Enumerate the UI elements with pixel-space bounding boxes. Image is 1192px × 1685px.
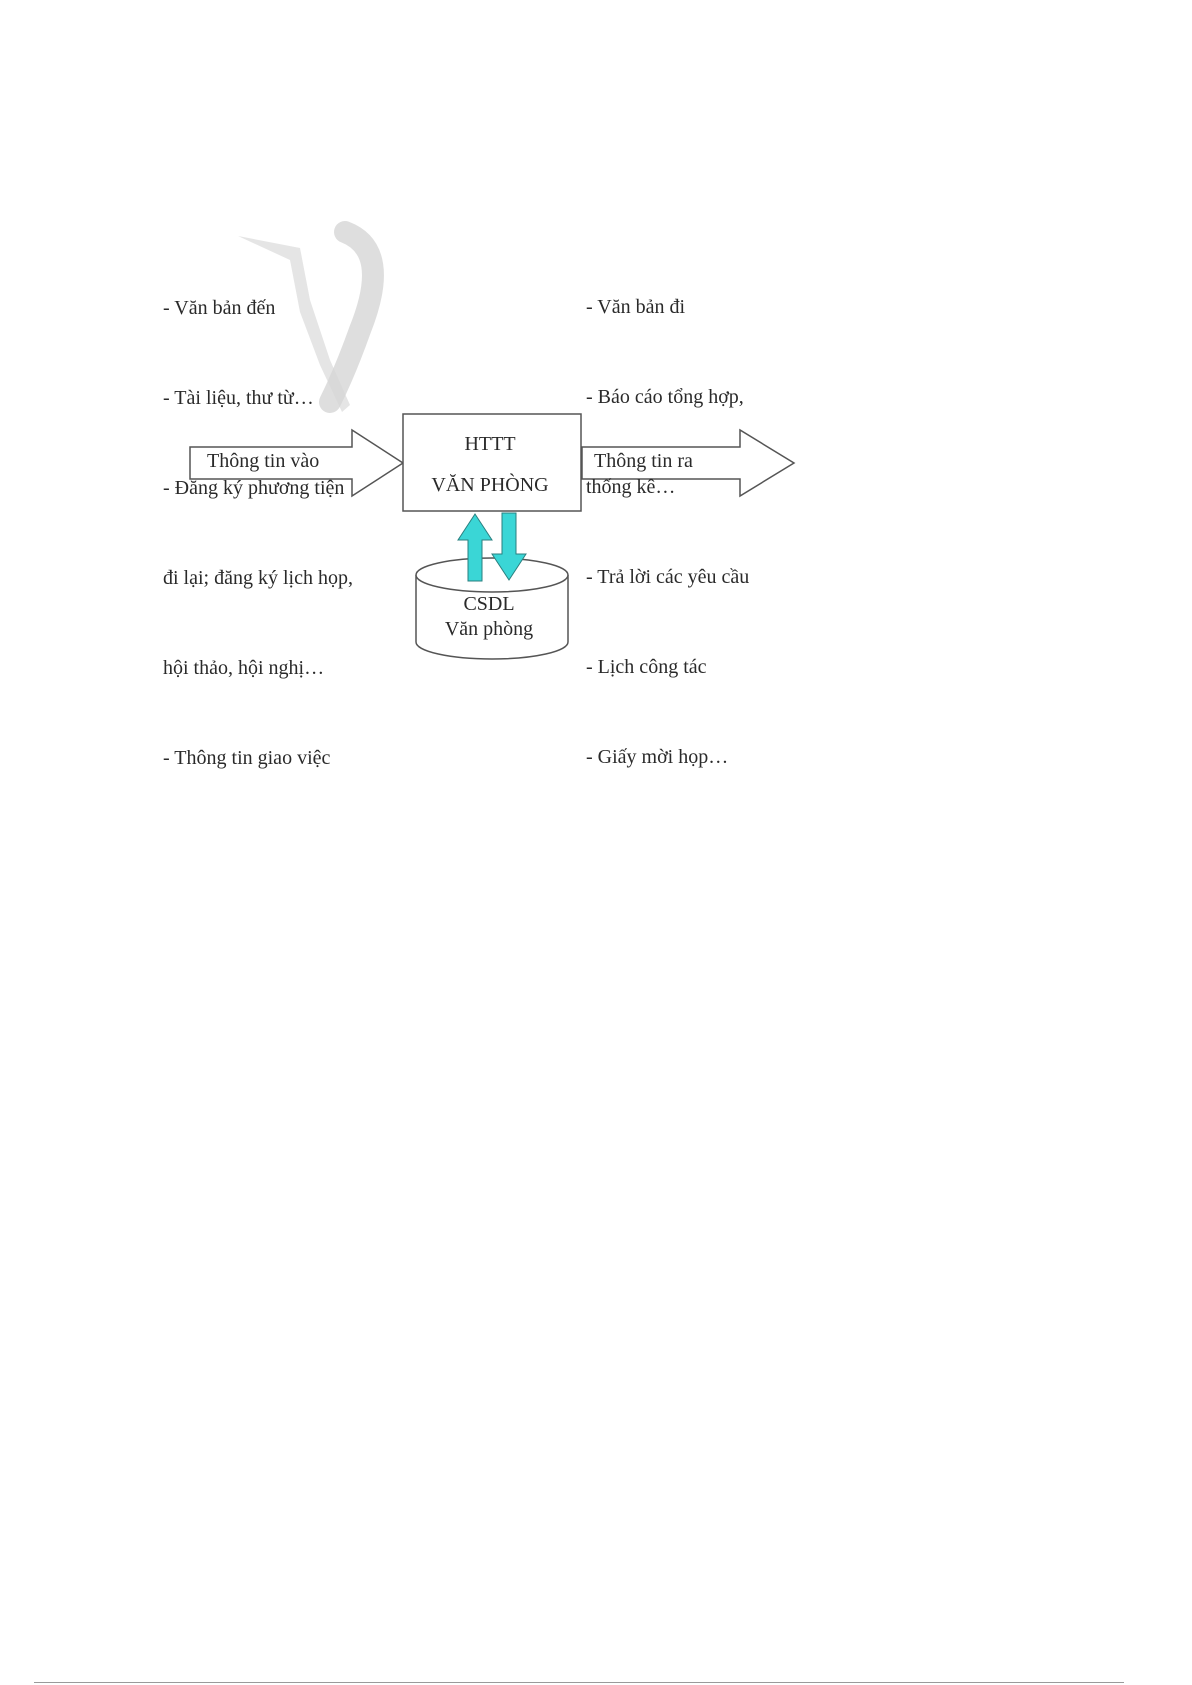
input-item: - Tài liệu, thư từ…: [163, 387, 314, 409]
database-subtitle: Văn phòng: [444, 618, 534, 640]
inputs-list: [163, 233, 353, 833]
input-item: đi lại; đăng ký lịch họp,: [163, 567, 353, 589]
output-item: thống kê…: [586, 476, 676, 498]
input-item: hội thảo, hội nghị…: [163, 657, 325, 679]
database-cylinder-top: [416, 558, 568, 592]
system-box-title: HTTT: [464, 433, 516, 455]
system-box-subtitle: VĂN PHÒNG: [431, 474, 549, 496]
output-item: - Giấy mời họp…: [586, 746, 729, 768]
output-item: - Văn bản đi: [586, 296, 686, 318]
outputs-list: [586, 232, 749, 832]
output-item: - Báo cáo tổng hợp,: [586, 386, 744, 408]
input-arrow-label: Thông tin vào: [207, 450, 320, 472]
output-item: - Trả lời các yêu cầu: [586, 566, 750, 588]
input-item: - Văn bản đến: [163, 297, 276, 319]
output-arrow-label: Thông tin ra: [594, 450, 693, 472]
output-item: - Lịch công tác: [586, 656, 707, 678]
database-title: CSDL: [463, 593, 515, 615]
input-item: - Đăng ký phương tiện: [163, 477, 345, 499]
input-item: - Thông tin giao việc: [163, 747, 331, 769]
page-bottom-rule: [34, 1682, 1124, 1683]
